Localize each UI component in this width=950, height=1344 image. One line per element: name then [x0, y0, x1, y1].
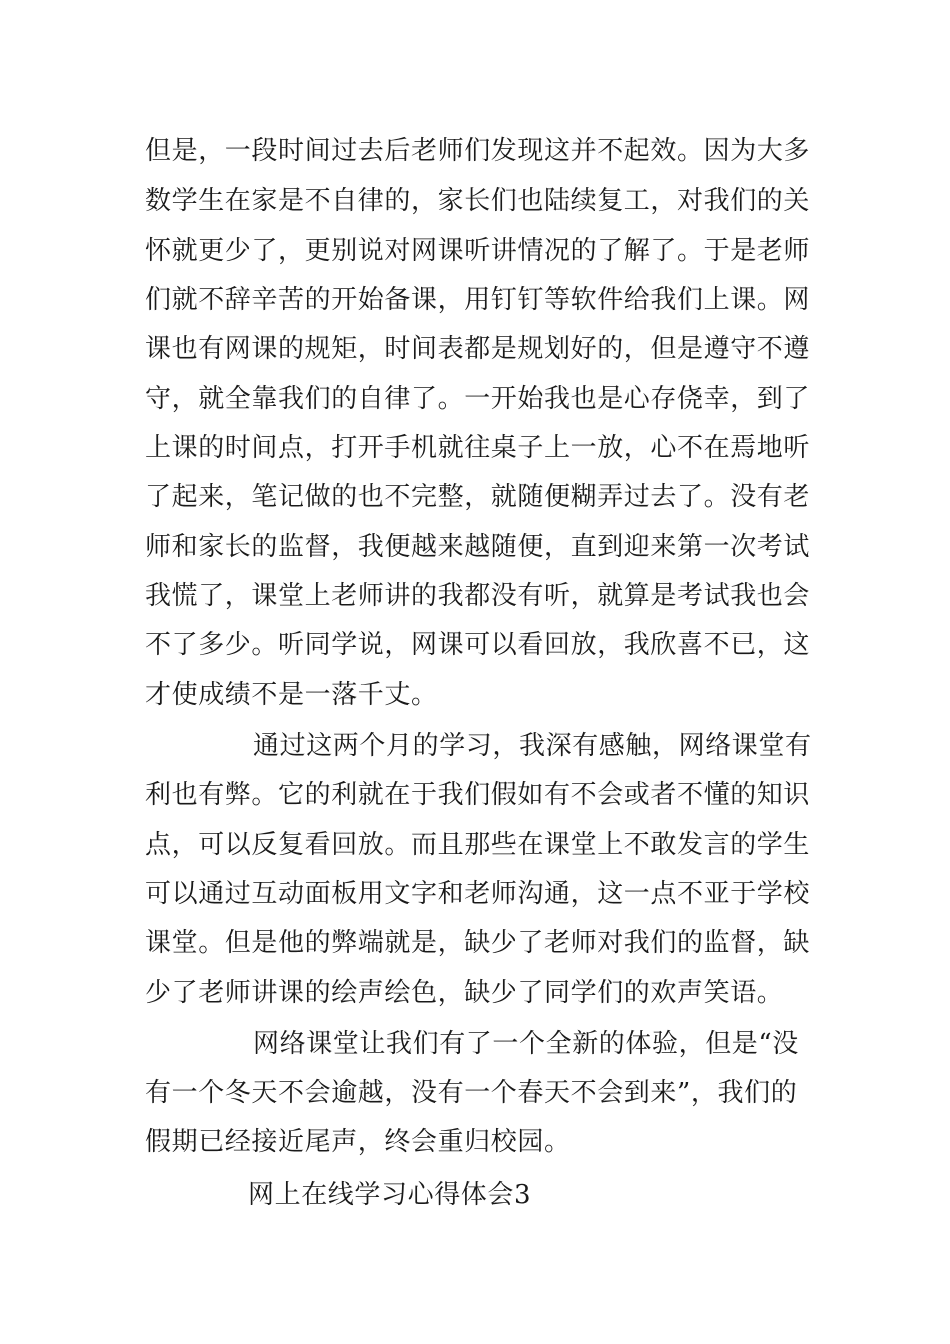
paragraph-1-line-1: 但是，一段时间过去后老师们发现这并不起效。因为大多 [145, 136, 811, 166]
paragraph-1-line-12: 才使成绩不是一落千丈。 [145, 680, 438, 710]
paragraph-2-line-6: 少了老师讲课的绘声绘色，缺少了同学们的欢声笑语。 [145, 978, 784, 1008]
paragraph-2-line-3: 点，可以反复看回放。而且那些在课堂上不敢发言的学生 [145, 830, 811, 860]
paragraph-1-line-3: 怀就更少了，更别说对网课听讲情况的了解了。于是老师 [145, 236, 811, 266]
paragraph-1-line-9: 师和家长的监督，我便越来越随便，直到迎来第一次考试 [145, 532, 811, 562]
paragraph-1-line-6: 守，就全靠我们的自律了。一开始我也是心存侥幸，到了 [145, 384, 811, 414]
paragraph-1-line-7: 上课的时间点，打开手机就往桌子上一放，心不在焉地听 [145, 433, 811, 463]
paragraph-2-line-2: 利也有弊。它的利就在于我们假如有不会或者不懂的知识 [145, 780, 811, 810]
paragraph-3-line-2: 有一个冬天不会逾越，没有一个春天不会到来”，我们的 [145, 1078, 798, 1108]
paragraph-1-line-2: 数学生在家是不自律的，家长们也陆续复工，对我们的关 [145, 186, 811, 216]
section-heading: 网上在线学习心得体会3 [248, 1180, 532, 1210]
paragraph-1-line-4: 们就不辞辛苦的开始备课，用钉钉等软件给我们上课。网 [145, 285, 811, 315]
paragraph-3-line-3: 假期已经接近尾声，终会重归校园。 [145, 1127, 571, 1157]
paragraph-1-line-8: 了起来，笔记做的也不完整，就随便糊弄过去了。没有老 [145, 482, 811, 512]
paragraph-1-line-10: 我慌了，课堂上老师讲的我都没有听，就算是考试我也会 [145, 581, 811, 611]
paragraph-1-line-5: 课也有网课的规矩，时间表都是规划好的，但是遵守不遵 [145, 334, 811, 364]
paragraph-2-line-5: 课堂。但是他的弊端就是，缺少了老师对我们的监督，缺 [145, 928, 811, 958]
paragraph-2-line-4: 可以通过互动面板用文字和老师沟通，这一点不亚于学校 [145, 879, 811, 909]
paragraph-1-line-11: 不了多少。听同学说，网课可以看回放，我欣喜不已，这 [145, 630, 811, 660]
paragraph-2-line-1: 通过这两个月的学习，我深有感触，网络课堂有 [253, 731, 812, 761]
paragraph-3-line-1: 网络课堂让我们有了一个全新的体验，但是“没 [253, 1029, 799, 1059]
